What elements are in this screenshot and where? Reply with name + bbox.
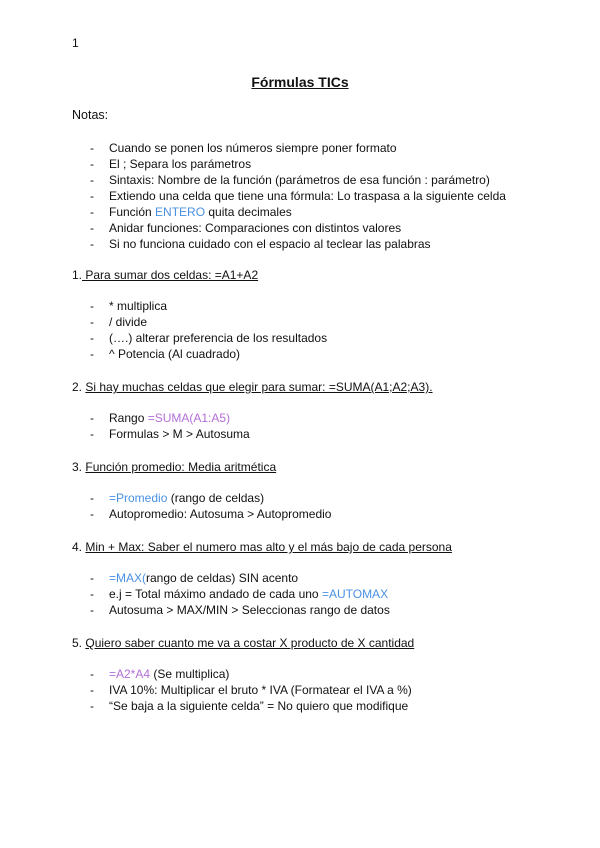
bullet-dash: - xyxy=(90,507,94,521)
section-5-heading: 5. Quiero saber cuanto me va a costar X producto de X cantidad xyxy=(72,636,415,650)
section-5-list xyxy=(90,666,412,714)
item-text: IVA 10%: Multiplicar el bruto * IVA (Formatear el IVA a %) xyxy=(109,683,412,697)
bullet-dash: - xyxy=(90,427,94,441)
formula-text: =SUMA(A1:A5) xyxy=(147,411,231,425)
list-item xyxy=(90,330,327,346)
list-item xyxy=(90,410,250,426)
bullet-dash: - xyxy=(90,331,94,345)
list-item xyxy=(90,236,506,252)
item-text: rango de celdas) SIN acento xyxy=(146,571,299,585)
formula-text: =AUTOMAX xyxy=(321,587,389,601)
list-item xyxy=(90,346,327,362)
bullet-dash: - xyxy=(90,667,94,681)
item-text: quita decimales xyxy=(205,205,292,219)
list-item xyxy=(90,586,390,602)
item-text: Extiendo una celda que tiene una fórmula: Lo traspasa a la siguiente celda xyxy=(109,189,506,203)
bullet-dash: - xyxy=(90,411,94,425)
formula-text: ENTERO xyxy=(155,205,206,219)
document-title: Fórmulas TICs xyxy=(251,74,349,90)
item-text: Si no funciona cuidado con el espacio al teclear las palabras xyxy=(109,237,431,251)
bullet-dash: - xyxy=(90,173,94,187)
item-text: (Se multiplica) xyxy=(150,667,230,681)
item-text: / divide xyxy=(109,315,148,329)
bullet-dash: - xyxy=(90,299,94,313)
item-text: e.j = Total máximo andado de cada uno xyxy=(109,587,322,601)
bullet-dash: - xyxy=(90,189,94,203)
list-item xyxy=(90,298,327,314)
item-text: Función xyxy=(109,205,156,219)
notes-label: Notas: xyxy=(72,108,109,122)
item-text: “Se baja a la siguiente celda” = No quiero que modifique xyxy=(109,699,409,713)
bullet-dash: - xyxy=(90,587,94,601)
section-3-list xyxy=(90,490,331,522)
section-1-list xyxy=(90,298,327,362)
item-text: Cuando se ponen los números siempre poner formato xyxy=(109,141,397,155)
bullet-dash: - xyxy=(90,237,94,251)
list-item xyxy=(90,602,390,618)
list-item xyxy=(90,140,506,156)
bullet-dash: - xyxy=(90,699,94,713)
formula-text: =Promedio xyxy=(109,491,168,505)
item-text: El ; Separa los parámetros xyxy=(109,157,252,171)
bullet-dash: - xyxy=(90,205,94,219)
notes-list xyxy=(90,140,506,252)
page-number: 1 xyxy=(72,36,79,50)
item-text: (….) alterar preferencia de los resultados xyxy=(109,331,328,345)
list-item xyxy=(90,682,412,698)
list-item xyxy=(90,204,506,220)
bullet-dash: - xyxy=(90,315,94,329)
bullet-dash: - xyxy=(90,347,94,361)
bullet-dash: - xyxy=(90,491,94,505)
section-4-heading: 4. Min + Max: Saber el numero mas alto y el más bajo de cada persona xyxy=(72,540,452,554)
list-item xyxy=(90,570,390,586)
item-text: * multiplica xyxy=(109,299,168,313)
list-item xyxy=(90,314,327,330)
list-item xyxy=(90,490,331,506)
item-text: Autosuma > MAX/MIN > Seleccionas rango de datos xyxy=(109,603,390,617)
list-item xyxy=(90,172,506,188)
section-3-heading: 3. Función promedio: Media aritmética xyxy=(72,460,277,474)
list-item xyxy=(90,666,412,682)
list-item xyxy=(90,506,331,522)
item-text: Anidar funciones: Comparaciones con distintos valores xyxy=(109,221,402,235)
formula-text: =MAX( xyxy=(109,571,147,585)
bullet-dash: - xyxy=(90,141,94,155)
bullet-dash: - xyxy=(90,157,94,171)
item-text: Autopromedio: Autosuma > Autopromedio xyxy=(109,507,332,521)
list-item xyxy=(90,156,506,172)
item-text: Formulas > M > Autosuma xyxy=(109,427,250,441)
bullet-dash: - xyxy=(90,683,94,697)
list-item xyxy=(90,188,506,204)
bullet-dash: - xyxy=(90,221,94,235)
item-text: Rango xyxy=(109,411,148,425)
section-4-list xyxy=(90,570,390,618)
section-2-list xyxy=(90,410,250,442)
list-item xyxy=(90,698,412,714)
item-text: ^ Potencia (Al cuadrado) xyxy=(109,347,241,361)
item-text: (rango de celdas) xyxy=(167,491,265,505)
bullet-dash: - xyxy=(90,603,94,617)
section-1-heading: 1. Para sumar dos celdas: =A1+A2 xyxy=(72,268,259,282)
bullet-dash: - xyxy=(90,571,94,585)
section-2-heading: 2. Si hay muchas celdas que elegir para sumar: =SUMA(A1;A2;A3). xyxy=(72,380,433,394)
item-text: Sintaxis: Nombre de la función (parámetros de esa función : parámetro) xyxy=(109,173,490,187)
list-item xyxy=(90,220,506,236)
formula-text: =A2*A4 xyxy=(109,667,151,681)
list-item xyxy=(90,426,250,442)
